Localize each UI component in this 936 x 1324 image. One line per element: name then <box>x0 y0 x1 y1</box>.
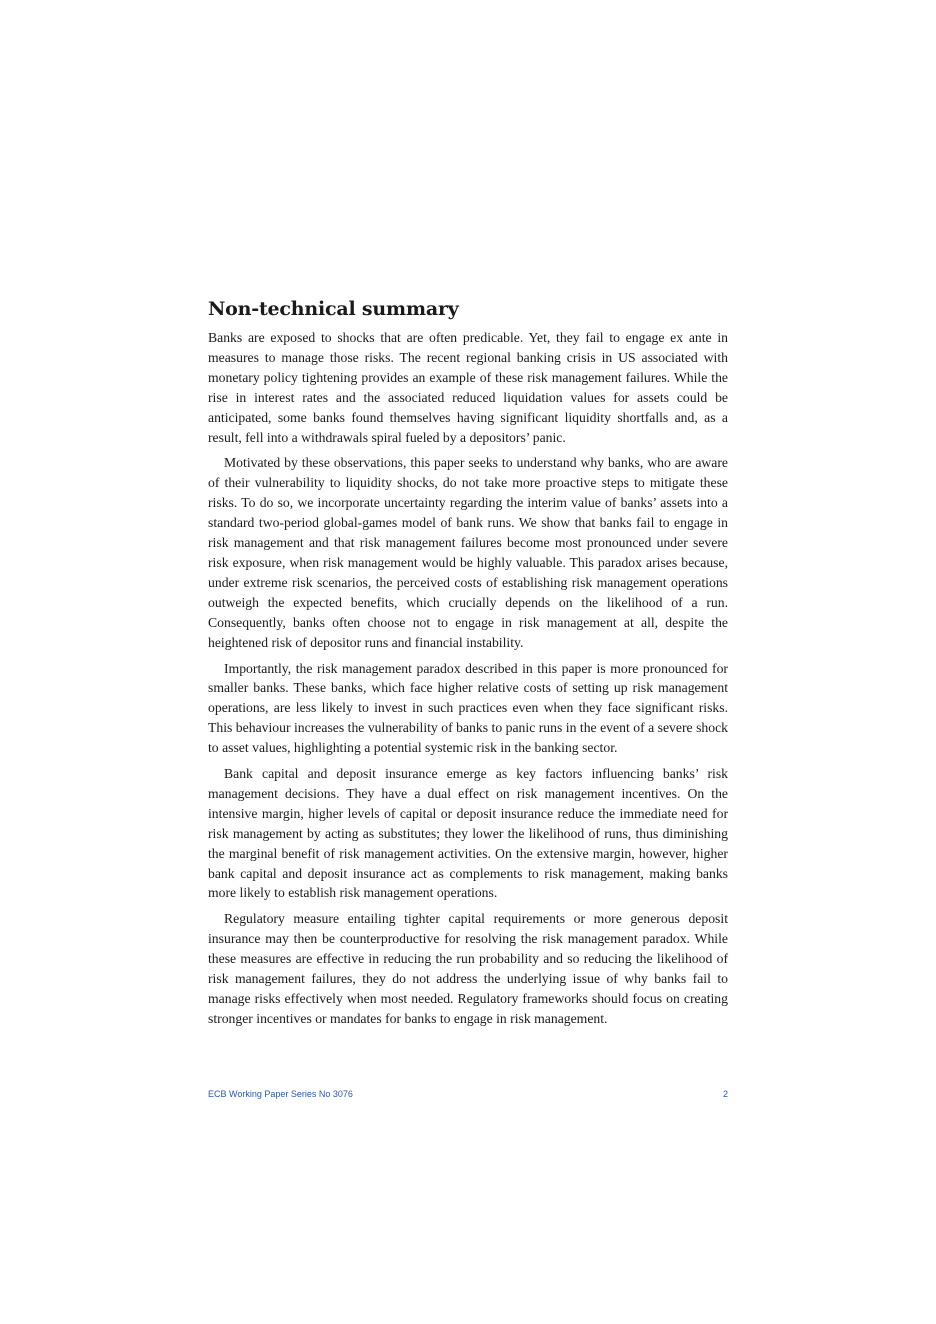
paragraph-2: Motivated by these observations, this paper seeks to understand why banks, who are aware of their vulnerability to liquidity shocks, do not take more proactive steps to mitigate these risks. To do so, we incorporate uncertainty regarding the interim value of banks’ assets into a standard two-period global-games model of bank runs. We show that banks fail to engage in risk management and that risk management failures become most pronounced under severe risk exposure, when risk management would be highly valuable. This paradox arises because, under extreme risk scenarios, the perceived costs of establishing risk management operations outweigh the expected benefits, which crucially depends on the likelihood of a run. Consequently, banks often choose not to engage in risk management at all, despite the heightened risk of depositor runs and financial instability. <box>208 455 728 650</box>
paragraph-3: Importantly, the risk management paradox described in this paper is more pronounced for smaller banks. These banks, which face higher relative costs of setting up risk management operations, are less likely to invest in such practices even when they face significant risks. This behaviour increases the vulnerability of banks to panic runs in the event of a severe shock to asset values, highlighting a potential systemic risk in the banking sector. <box>208 660 728 756</box>
summary-section <box>208 296 728 1035</box>
paragraph-5: Regulatory measure entailing tighter capital requirements or more generous deposit insurance may then be counterproductive for resolving the risk management paradox. While these measures are effective in reducing the run probability and so reducing the likelihood of risk management failures, they do not address the underlying issue of why banks fail to manage risks effectively when most needed. Regulatory frameworks should focus on creating stronger incentives or mandates for banks to engage in risk management. <box>208 911 728 1026</box>
paragraph-4: Bank capital and deposit insurance emerge as key factors influencing banks’ risk management decisions. They have a dual effect on risk management incentives. On the intensive margin, higher levels of capital or deposit insurance reduce the immediate need for risk management by acting as substitutes; they lower the likelihood of runs, thus diminishing the marginal benefit of risk management activities. On the extensive margin, however, higher bank capital and deposit insurance act as complements to risk management, making banks more likely to establish risk management operations. <box>208 766 728 901</box>
section-title: Non-technical summary <box>208 298 459 320</box>
footer-series-label: ECB Working Paper Series No 3076 <box>208 1089 353 1099</box>
page-footer <box>208 1087 728 1101</box>
paragraph-1: Banks are exposed to shocks that are often predicable. Yet, they fail to engage ex ante in measures to manage those risks. The recent regional banking crisis in US associated with monetary policy tightening provides an example of these risk management failures. While the rise in interest rates and the associated reduced liquidation values for assets could be anticipated, some banks found themselves having significant liquidity shortfalls and, as a result, fell into a withdrawals spiral fueled by a depositors’ panic. <box>208 330 728 445</box>
footer-page-number: 2 <box>722 1089 728 1099</box>
